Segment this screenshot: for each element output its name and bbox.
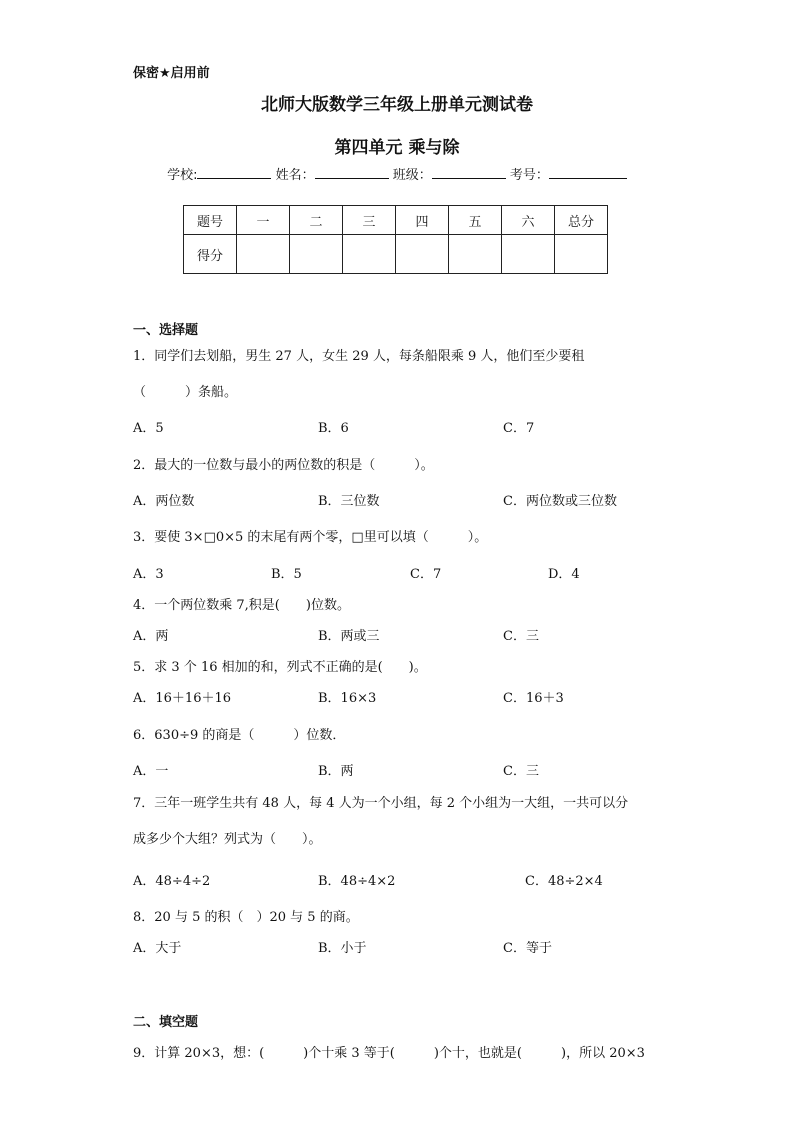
question-3-option-b[interactable]: B．5	[271, 567, 302, 582]
class-label: 班级：	[392, 168, 432, 183]
question-3-stem: 3．要使 3×□0×5 的末尾有两个零，□里可以填（ ）。	[133, 530, 488, 545]
question-8-option-c[interactable]: C．等于	[503, 941, 552, 956]
score-cell[interactable]	[343, 235, 396, 274]
question-5-stem: 5．求 3 个 16 相加的和，列式不正确的是( )。	[133, 660, 427, 675]
question-1-stem-cont: （ ）条船。	[133, 385, 238, 400]
question-6-option-a[interactable]: A．一	[133, 764, 169, 779]
name-label: 姓名：	[275, 168, 315, 183]
confidential-label: 保密★启用前	[133, 66, 210, 81]
unit-subtitle: 第四单元 乘与除	[334, 138, 460, 158]
question-8-option-a[interactable]: A．大于	[133, 941, 182, 956]
exam-number-blank[interactable]	[549, 165, 627, 179]
school-label: 学校:	[167, 168, 198, 183]
score-header-cell: 一	[237, 206, 290, 235]
score-table	[183, 205, 608, 274]
question-8-stem: 8．20 与 5 的积（ ）20 与 5 的商。	[133, 910, 359, 925]
question-1-stem: 1．同学们去划船，男生 27 人，女生 29 人，每条船限乘 9 人，他们至少要租	[133, 349, 585, 364]
score-cell[interactable]	[237, 235, 290, 274]
question-7-stem: 7．三年一班学生共有 48 人，每 4 人为一个小组，每 2 个小组为一大组，一共可以分	[133, 796, 629, 811]
score-cell[interactable]	[396, 235, 449, 274]
student-info-line	[0, 164, 794, 183]
question-4-option-a[interactable]: A．两	[133, 629, 169, 644]
section-title-choice: 一、选择题	[133, 323, 199, 338]
question-2-option-b[interactable]: B．三位数	[318, 494, 380, 509]
score-cell[interactable]	[290, 235, 343, 274]
question-1-option-b[interactable]: B．6	[318, 421, 349, 436]
score-row-label: 得分	[184, 235, 237, 274]
question-9-stem: 9．计算 20×3，想：( )个十乘 3 等于( )个十，也就是( )，所以 20×3	[133, 1046, 645, 1061]
question-4-option-b[interactable]: B．两或三	[318, 629, 380, 644]
question-3-option-d[interactable]: D．4	[548, 567, 580, 582]
question-7-option-a[interactable]: A．48÷4÷2	[133, 874, 211, 889]
question-7-stem-cont: 成多少个大组？列式为（ ）。	[133, 832, 322, 847]
question-7-option-b[interactable]: B．48÷4×2	[318, 874, 396, 889]
question-8-option-b[interactable]: B．小于	[318, 941, 367, 956]
question-1-option-a[interactable]: A．5	[133, 421, 164, 436]
score-header-cell: 二	[290, 206, 343, 235]
question-5-option-c[interactable]: C．16＋3	[503, 691, 564, 706]
question-2-option-a[interactable]: A．两位数	[133, 494, 195, 509]
question-3-option-c[interactable]: C．7	[410, 567, 442, 582]
question-5-option-b[interactable]: B．16×3	[318, 691, 377, 706]
score-cell[interactable]	[555, 235, 608, 274]
exam-number-label: 考号：	[509, 168, 549, 183]
question-6-option-c[interactable]: C．三	[503, 764, 539, 779]
score-cell[interactable]	[449, 235, 502, 274]
name-blank[interactable]	[315, 165, 389, 179]
question-6-option-b[interactable]: B．两	[318, 764, 354, 779]
section-title-fill-in: 二、填空题	[133, 1015, 199, 1030]
question-2-option-c[interactable]: C．两位数或三位数	[503, 494, 617, 509]
question-6-stem: 6．630÷9 的商是（ ）位数．	[133, 728, 346, 743]
school-blank[interactable]	[197, 165, 271, 179]
score-cell[interactable]	[502, 235, 555, 274]
score-table-score-row	[184, 235, 608, 274]
question-2-stem: 2．最大的一位数与最小的两位数的积是（ ）。	[133, 458, 434, 473]
score-header-cell: 四	[396, 206, 449, 235]
score-table-header-row	[184, 206, 608, 235]
page-title: 北师大版数学三年级上册单元测试卷	[261, 95, 533, 115]
score-header-cell: 六	[502, 206, 555, 235]
score-header-cell: 题号	[184, 206, 237, 235]
class-blank[interactable]	[432, 165, 506, 179]
question-4-stem: 4．一个两位数乘 7,积是( )位数。	[133, 598, 350, 613]
score-header-cell: 总分	[555, 206, 608, 235]
score-header-cell: 五	[449, 206, 502, 235]
question-7-option-c[interactable]: C．48÷2×4	[525, 874, 603, 889]
question-4-option-c[interactable]: C．三	[503, 629, 539, 644]
question-3-option-a[interactable]: A．3	[133, 567, 164, 582]
score-header-cell: 三	[343, 206, 396, 235]
question-1-option-c[interactable]: C．7	[503, 421, 535, 436]
question-5-option-a[interactable]: A．16＋16＋16	[133, 691, 232, 706]
